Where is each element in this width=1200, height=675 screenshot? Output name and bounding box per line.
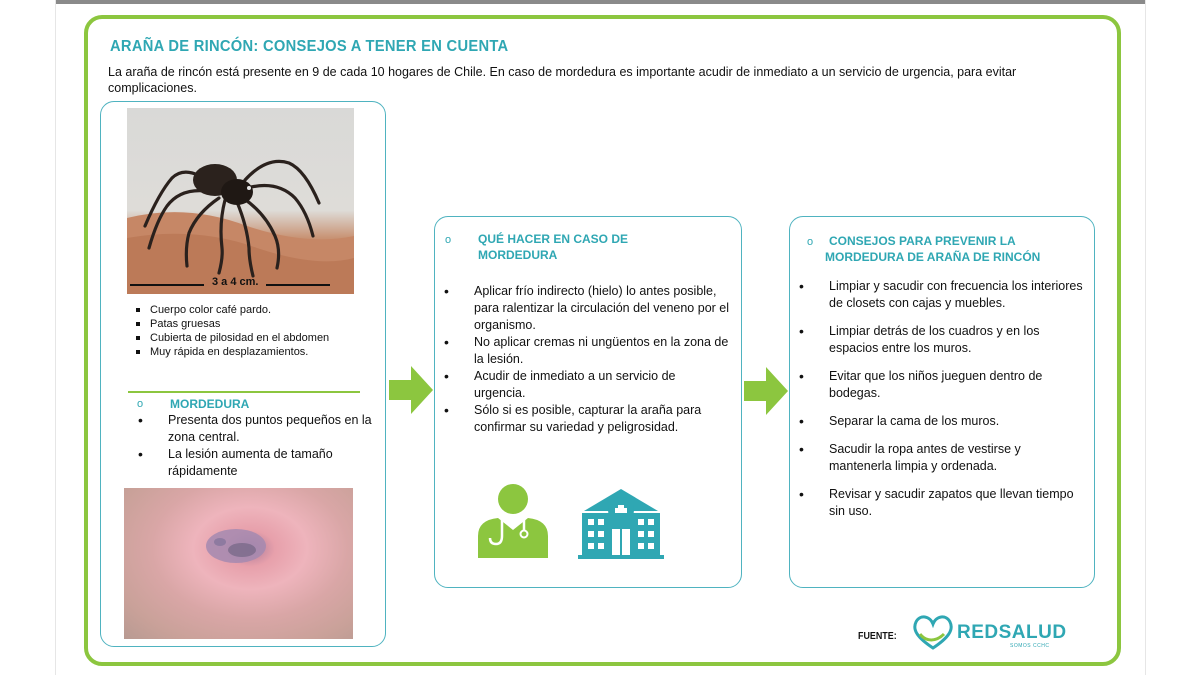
list-item: • Sacudir la ropa antes de vestirse y mantenerla limpia y ordenada. [795,441,1085,475]
list-item: • La lesión aumenta de tamaño rápidamente [134,446,374,480]
page-edge-right [1145,0,1146,675]
hospital-icon [578,489,664,559]
list-item: • Evitar que los niños jueguen dentro de bodegas. [795,368,1085,402]
arrow-right-icon [389,366,433,414]
list-item: • Revisar y sacudir zapatos que llevan tiempo sin uso. [795,486,1085,520]
measure-line-right [266,284,330,286]
list-item: • Limpiar y sacudir con frecuencia los interiores de closets con cajas y muebles. [795,278,1085,312]
prevention-list [795,278,1085,531]
list-item: • Presenta dos puntos pequeños en la zona central. [134,412,374,446]
redsalud-heart-logo-icon [910,612,956,652]
circle-bullet-icon: o [445,234,452,246]
circle-bullet-icon: o [807,236,814,248]
list-item: Cubierta de pilosidad en el abdomen [130,331,370,345]
measure-label: 3 a 4 cm. [212,276,259,288]
list-item: Patas gruesas [130,317,370,331]
what-to-do-list [440,283,730,436]
infographic-title: ARAÑA DE RINCÓN: CONSEJOS A TENER EN CUENTA [110,38,509,55]
logo-tagline: SOMOS CCHC [1010,643,1050,649]
list-item: • Aplicar frío indirecto (hielo) lo antes posible, para ralentizar la circulación del veneno por el organismo. [440,283,730,334]
circle-bullet-icon: o [137,398,144,410]
list-item: Cuerpo color café pardo. [130,303,370,317]
doctor-icon [476,484,550,558]
list-item: • Limpiar detrás de los cuadros y en los espacios entre los muros. [795,323,1085,357]
bite-photo [124,488,353,639]
logo-wordmark: REDSALUD [957,622,1067,643]
list-item: • No aplicar cremas ni ungüentos en la zona de la lesión. [440,334,730,368]
bite-symptoms-list [134,412,374,480]
list-item: • Sólo si es posible, capturar la araña para confirmar su variedad y peligrosidad. [440,402,730,436]
prevention-heading: CONSEJOS PARA PREVENIR LA MORDEDURA DE ARAÑA DE RINCÓN [825,234,1041,264]
intro-text: La araña de rincón está presente en 9 de cada 10 hogares de Chile. En caso de mordedura es importante acudir de inmediato a un servicio de urgencia, para evitar complicaciones. [108,65,1017,95]
arrow-right-icon [744,367,788,415]
top-bar [55,0,1145,4]
spider-traits-list [130,303,370,359]
what-to-do-heading: QUÉ HACER EN CASO DE MORDEDURA [478,232,629,262]
list-item: Muy rápida en desplazamientos. [130,345,370,359]
page-edge-left [55,0,56,675]
measure-line-left [130,284,204,286]
section-divider [128,391,360,393]
source-label: FUENTE: [858,630,897,642]
bite-heading: MORDEDURA [170,397,250,411]
spider-photo [127,108,354,294]
list-item: • Acudir de inmediato a un servicio de urgencia. [440,368,730,402]
size-measure [130,276,330,290]
list-item: • Separar la cama de los muros. [795,413,1085,430]
